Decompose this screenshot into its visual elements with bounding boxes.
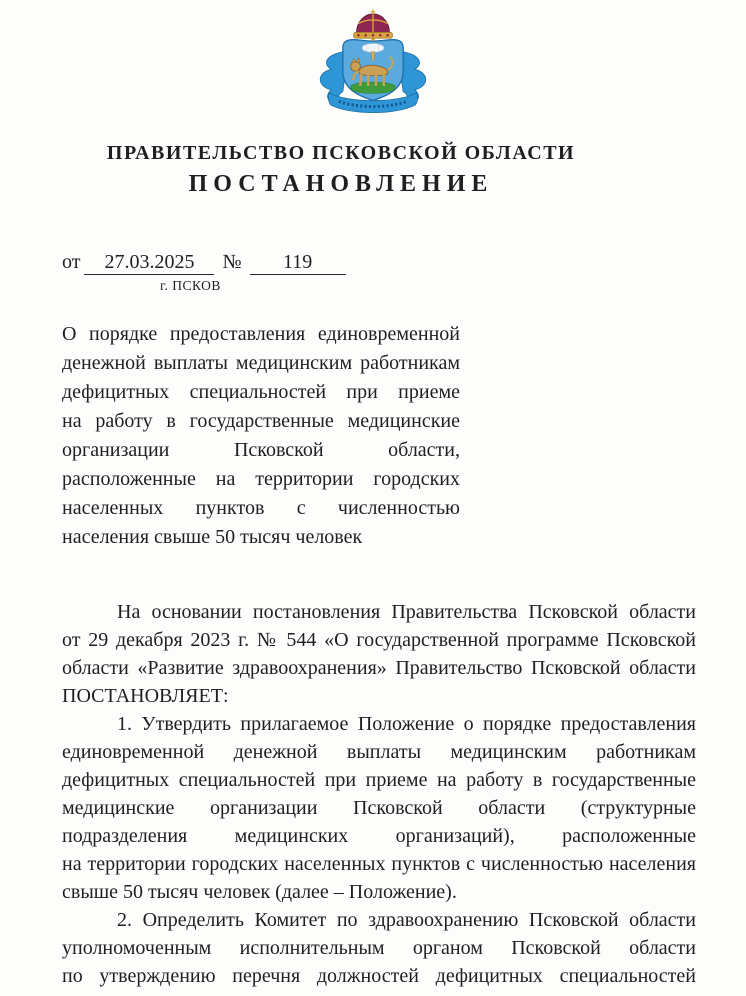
body-line: области «Развитие здравоохранения» Правительство Псковской области (62, 657, 696, 679)
body-line: от 29 декабря 2023 г. № 544 «О государственной программе Псковской (62, 629, 696, 651)
pskov-coat-of-arms-icon (300, 9, 446, 116)
green-ground (351, 82, 396, 93)
subject-line: населенных пунктов с численностью (62, 497, 460, 519)
decree-item-1 (62, 710, 696, 906)
decree-item-2 (62, 906, 696, 990)
preamble-paragraph (62, 598, 696, 710)
number-label: № (222, 251, 242, 273)
subject-line: денежной выплаты медицинским работникам (62, 352, 460, 374)
body-line: на территории городских населенных пунктов с численностью населения (62, 853, 696, 875)
body-line: медицинские организации Псковской области (структурные (62, 797, 696, 819)
body-line: единовременной денежной выплаты медицинским работникам (62, 741, 696, 763)
body-line: подразделения медицинских организаций), расположенные (62, 825, 696, 847)
subject-line: дефицитных специальностей при приеме (62, 381, 460, 403)
subject-line: населения свыше 50 тысяч человек (62, 526, 363, 548)
date-value: 27.03.2025 (84, 250, 214, 275)
issuing-authority: ПРАВИТЕЛЬСТВО ПСКОВСКОЙ ОБЛАСТИ (106, 142, 576, 164)
subject-paragraph (62, 320, 460, 552)
document-header (58, 141, 624, 201)
subject-line: расположенные на территории городских (62, 468, 460, 490)
body-line: На основании постановления Правительства Псковской области (117, 601, 696, 623)
document-type-title: ПОСТАНОВЛЕНИЕ (188, 171, 494, 197)
subject-line: О порядке предоставления единовременной (62, 323, 460, 345)
body-line: дефицитных специальностей при приеме на работу в государственные (62, 769, 696, 791)
date-number-row (62, 249, 746, 275)
body-line: 2. Определить Комитет по здравоохранению Псковской области (117, 909, 696, 931)
body-line: свыше 50 тысяч человек (далее – Положение). (62, 881, 457, 903)
body-line: по утверждению перечня должностей дефицитных специальностей (62, 965, 696, 987)
decree-body (62, 598, 696, 990)
number-value: 119 (250, 250, 346, 275)
body-line: 1. Утвердить прилагаемое Положение о порядке предоставления (117, 713, 696, 735)
subject-line: на работу в государственные медицинские (62, 410, 460, 432)
body-line: уполномоченным исполнительным органом Псковской области (62, 937, 696, 959)
pskov-coat-of-arms (300, 9, 446, 116)
date-label: от (62, 251, 81, 273)
subject-line: организации Псковской области, (62, 439, 460, 461)
place-line: г. ПСКОВ (160, 278, 221, 293)
crown-icon (354, 9, 393, 40)
body-line: ПОСТАНОВЛЯЕТ: (62, 685, 229, 707)
